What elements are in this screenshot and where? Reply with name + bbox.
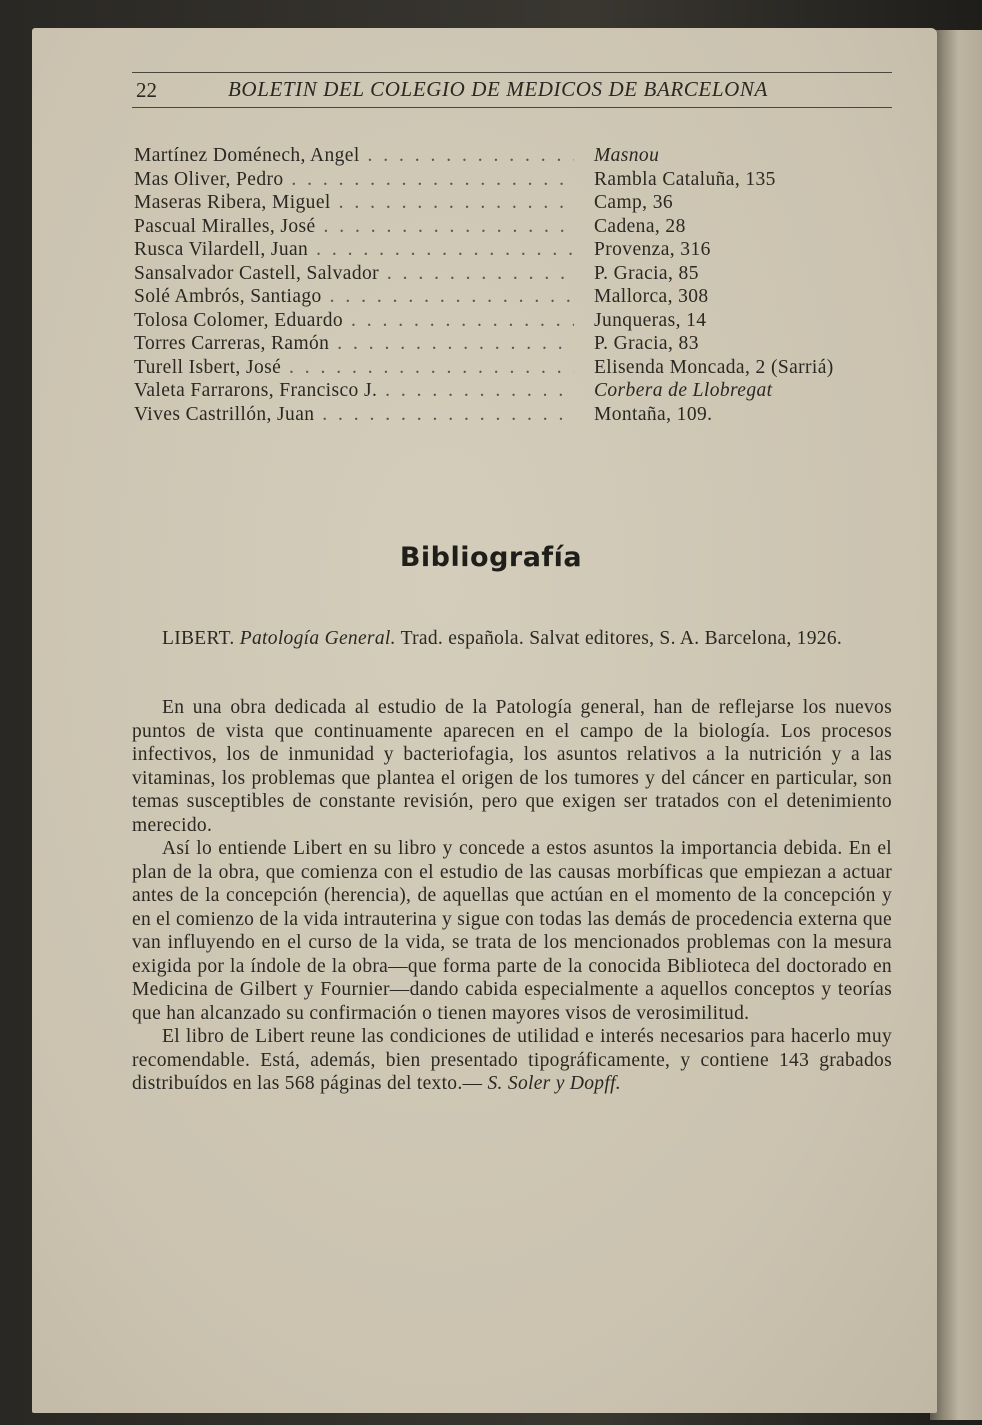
review-paragraph <box>132 1025 892 1096</box>
member-name: Sansalvador Castell, Salvador . . . <box>134 263 574 285</box>
roster-entry <box>134 357 894 381</box>
running-header <box>132 72 892 108</box>
citation-author: LIBERT. <box>162 628 235 649</box>
member-address: Mallorca, 308 <box>594 286 709 307</box>
roster-entry <box>134 310 894 334</box>
review-paragraph-text: El libro de Libert reune las condiciones de utilidad e interés necesarios para hacerlo muy recomendable. Está, además, bien presentado tipográficamente, y contiene 143 grabados distribuídos en las 568 páginas del texto.— <box>132 1026 892 1094</box>
roster-entry <box>134 216 894 240</box>
member-name: Pascual Miralles, José . . . <box>134 216 574 238</box>
facing-page-edge <box>930 30 982 1420</box>
review-paragraph: En una obra dedicada al estudio de la Patología general, han de reflejarse los nuevos puntos de vista que continuamente aparecen en el campo de la biología. Los procesos infectivos, los de inmunidad y bacteriofagia, los asuntos relativos a la nutrición y a las vitaminas, los problemas que plantea el origen de los tumores y del cáncer en particular, son temas susceptibles de constante revisión, pero que exigen ser tratados con el detenimiento merecido. <box>132 697 892 836</box>
roster-entry <box>134 333 894 357</box>
roster-entry <box>134 286 894 310</box>
member-name: Valeta Farrarons, Francisco J. . . . <box>134 380 574 402</box>
member-name: Torres Carreras, Ramón . . . <box>134 333 574 355</box>
roster-entry <box>134 404 894 428</box>
member-name: Mas Oliver, Pedro . . . <box>134 169 574 191</box>
review-paragraph: Así lo entiende Libert en su libro y concede a estos asuntos la importancia debida. En el plan de la obra, que comienza con el estudio de las causas morbíficas que empiezan a actuar antes de la concepción (herencia), de aquellas que actúan en el momento de la concepción y en el comienzo de la vida intrauterina y sigue con todas las demás de procedencia externa que van influyendo en el curso de la vida, se trata de los mencionados problemas con la mesura exigida por la índole de la obra—que forma parte de la conocida Biblioteca del doctorado en Medicina de Gilbert y Fournier—dando cabida especialmente a aquellos conceptos y teorías que han alcanzado su confirmación o tienen mayores visos de verosimilitud. <box>132 838 892 1024</box>
roster-entry <box>134 239 894 263</box>
member-address: Camp, 36 <box>594 192 674 213</box>
roster-entry <box>134 192 894 216</box>
member-address: Provenza, 316 <box>594 239 711 260</box>
member-name: Martínez Doménech, Angel . . . <box>134 145 574 167</box>
citation-details: Trad. española. Salvat editores, S. A. Barcelona, 1926. <box>400 628 843 649</box>
review-signature: S. Soler y Dopff. <box>487 1073 621 1094</box>
member-address: P. Gracia, 85 <box>594 262 699 284</box>
book-citation <box>132 627 892 651</box>
member-name: Turell Isbert, José . . . <box>134 357 574 379</box>
member-name: Rusca Vilardell, Juan . . . <box>134 239 574 261</box>
member-roster <box>134 145 894 427</box>
member-address: Corbera de Llobregat <box>594 380 773 401</box>
member-name: Tolosa Colomer, Eduardo . . . <box>134 310 574 332</box>
member-name: Solé Ambrós, Santiago . . . <box>134 286 574 308</box>
roster-entry <box>134 380 894 404</box>
roster-entry <box>134 169 894 193</box>
member-address: Montaña, 109. <box>594 403 713 425</box>
page-number: 22 <box>136 78 157 102</box>
member-address: Cadena, 28 <box>594 215 686 237</box>
member-address: Elisenda Moncada, 2 (Sarriá) <box>594 356 834 378</box>
section-title: Bibliografía <box>399 542 583 573</box>
roster-entry <box>134 145 894 169</box>
book-review <box>132 696 892 1096</box>
member-address: Masnou <box>594 145 660 166</box>
member-address: P. Gracia, 83 <box>594 333 699 354</box>
member-name: Vives Castrillón, Juan . . . <box>134 404 574 426</box>
member-address: Rambla Cataluña, 135 <box>594 168 776 190</box>
citation-book-title: Patología General. <box>239 628 396 649</box>
member-name: Maseras Ribera, Miguel . . . <box>134 192 574 214</box>
member-address: Junqueras, 14 <box>594 309 707 331</box>
journal-title: BOLETIN DEL COLEGIO DE MEDICOS DE BARCELONA <box>228 77 768 101</box>
roster-entry <box>134 263 894 287</box>
